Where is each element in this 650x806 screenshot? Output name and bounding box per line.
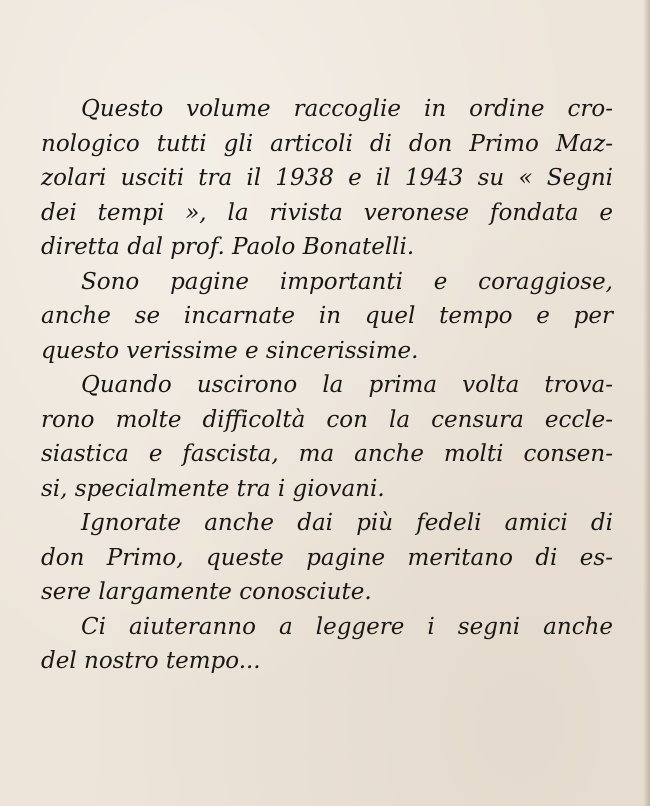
text-line: del nostro tempo... <box>41 648 261 674</box>
text-line: zolari usciti tra il 1938 e il 1943 su « Segni <box>41 165 613 191</box>
text-line: Quando uscirono la prima volta trova- <box>81 372 613 398</box>
text-line: Questo volume raccoglie in ordine cro- <box>81 96 613 122</box>
paragraph-5 <box>41 610 613 679</box>
text-line: diretta dal prof. Paolo Bonatelli. <box>41 234 415 260</box>
paragraph-2 <box>41 265 613 369</box>
text-line: Ci aiuteranno a leggere i segni anche <box>81 613 613 640</box>
text-line: si, specialmente tra i giovani. <box>41 475 385 502</box>
text-line: don Primo, queste pagine meritano di es- <box>41 544 613 571</box>
text-line: anche se incarnate in quel tempo e per <box>41 303 613 329</box>
paragraph-1 <box>41 92 613 265</box>
text-line: Ignorate anche dai più fedeli amici di <box>81 510 613 536</box>
text-line: rono molte difficoltà con la censura eccle- <box>41 406 613 433</box>
text-line: sere largamente conosciute. <box>41 579 372 605</box>
page-edge-shadow <box>643 0 650 806</box>
text-block <box>41 92 613 679</box>
text-line: questo verissime e sincerissime. <box>41 337 419 364</box>
text-line: siastica e fascista, ma anche molti consen- <box>41 441 613 467</box>
text-line: dei tempi », la rivista veronese fondata e <box>41 199 613 226</box>
text-line: nologico tutti gli articoli di don Primo Maz- <box>41 130 613 157</box>
text-line: Sono pagine importanti e coraggiose, <box>81 268 613 295</box>
paragraph-4 <box>41 506 613 610</box>
paragraph-3 <box>41 368 613 506</box>
